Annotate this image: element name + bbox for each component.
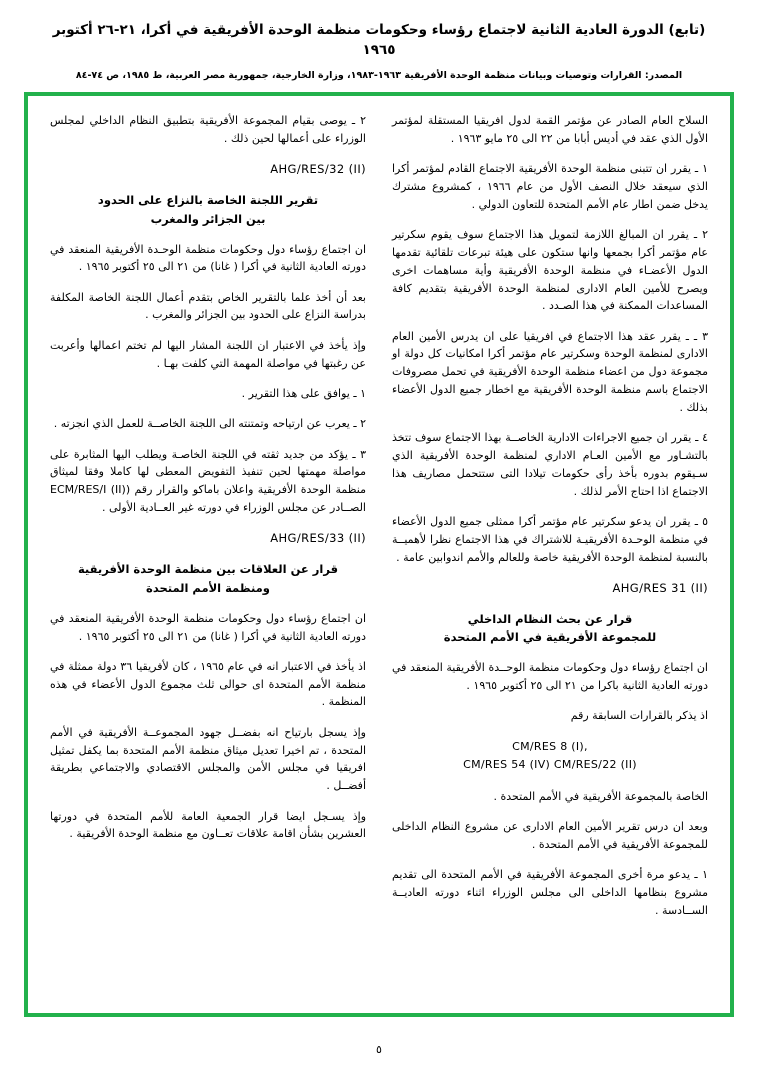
resolution-title-text (392, 610, 708, 647)
paragraph (392, 429, 708, 500)
paragraph-text: ٣ ـ يؤكد من جديد ثقته في اللجنة الخاصـة ويطلب اليها المثابرة على مواصلة مهمتها لحين تنفيذ التفويض المعطى لها كاملا وفقا لميثاق منظمة الوحدة الأفريقية واعلان باماكو والقرار رقم (ECM/RES/I (II) الصــادر عن مجلس الوزراء في دورته غير العــادية الأولى . (50, 447, 366, 514)
paragraph (50, 415, 366, 433)
paragraph (50, 289, 366, 325)
page-header (0, 0, 758, 81)
content-frame (24, 92, 734, 1017)
reference-codes (392, 738, 708, 775)
resolution-title (50, 560, 366, 597)
source-line: المصدر: القرارات وتوصيات وبيانات منظمة الوحدة الأفريقية ١٩٦٣-١٩٨٣، وزارة الخارجية، جمهورية مصر العربية، ط ١٩٨٥، ص ٧٤-٨٤ (75, 69, 683, 81)
paragraph-text: ان اجتماع رؤساء دول وحكومات منظمة الوحــدة الأفريقية المنعقد في دورته العادية الثانية باكرا من ٢١ الى ٢٥ أكتوبر ١٩٦٥ . (392, 661, 708, 693)
reference-code-line: CM/RES 8 (I), (512, 739, 588, 753)
paragraph-text: بعد أن أخذ علما بالتقرير الخاص بتقدم أعمال اللجنة الخاصة المكلفة بدراسة النزاع على الحدود بين الجزائر والمغرب . (50, 290, 366, 322)
paragraph (50, 112, 366, 148)
paragraph-text: وبعد ان درس تقرير الأمين العام الادارى عن مشروع النظام الداخلى للمجموعة الأفريقية في الأمم المتحدة . (392, 819, 708, 851)
reference-codes-text (392, 738, 708, 775)
resolution-title-text (50, 560, 366, 597)
paragraph-text: ٣ ـ ـ يقرر عقد هذا الاجتماع في افريقيا على ان يدرس الأمين العام الادارى لمنظمة الوحدة وسكرتير عام مؤتمر أكرا امكانيات كل دولة او مجموعة دول من اعضاء منظمة الوحدة الأفريقية في تحمل مصروفات الاجتماع باسم منظمة الوحدة الأفريقية مع اخطار جميع الدول الأعضاء بذلك . (392, 329, 708, 414)
paragraph-text: وإذ يأخذ في الاعتبار ان اللجنة المشار اليها لم تختم اعمالها وأعربت عن رغبتها في مواصلة المهمة التي كلفت بهـا . (50, 338, 366, 370)
paragraph (50, 337, 366, 373)
paragraph (392, 513, 708, 566)
resolution-title-line: ومنظمة الأمم المتحدة (146, 580, 270, 595)
resolution-title-line: قرار عن العلاقات بين منظمة الوحدة الأفريقية (77, 562, 339, 577)
paragraph-text: ٢ ـ يعرب عن ارتياحه وتمتنته الى اللجنة الخاصــة للعمل الذي انجزته . (53, 417, 366, 431)
resolution-code-text: AHG/RES 31 (II) (612, 580, 708, 595)
resolution-title-line: تقرير اللجنة الخاصة بالنزاع على الحدود (97, 193, 319, 208)
resolution-title-line: بين الجزائر والمغرب (150, 211, 266, 226)
paragraph (392, 866, 708, 919)
reference-code-line: CM/RES 54 (IV) CM/RES/22 (II) (463, 758, 637, 772)
paragraph-text: اذ يذكر بالقرارات السابقة رقم (570, 709, 708, 723)
paragraph (50, 385, 366, 403)
paragraph (50, 658, 366, 711)
paragraph-text: ان اجتماع رؤساء دول وحكومات منظمة الوحدة الأفريقية المنعقد في دورته العادية الثانية في أكرا ( غانا) من ٢١ الى ٢٥ أكتوبر ١٩٦٥ . (50, 611, 366, 643)
paragraph (392, 707, 708, 725)
paragraph-text: ٢ ـ يوصى بقيام المجموعة الأفريقية بتطبيق النظام الداخلي لمجلس الوزراء على أعمالها لحين ذلك . (50, 114, 366, 145)
resolution-title (50, 191, 366, 228)
paragraph (50, 808, 366, 844)
paragraph (392, 226, 708, 315)
paragraph-text: اذ يأخذ في الاعتبار انه في عام ١٩٦٥ ، كان لأفريقيا ٣٦ دولة ممثلة في منظمة الأمم المتحدة اى حوالى ثلث مجموع الدول الأعضاء في هذه المنظمة . (50, 659, 366, 709)
paragraph (392, 112, 708, 148)
paragraph-text: ١ ـ يدعو مرة أخرى المجموعة الأفريقية في الأمم المتحدة الى تقديم مشروع بنظامها الداخلى الى مجلس الوزراء اثناء دورته العاديــة الســادسة . (392, 868, 708, 917)
resolution-title-line: قرار عن بحث النظام الداخلي (467, 612, 633, 626)
resolution-title-line: للمجموعة الأفريقية في الأمم المتحدة (443, 630, 657, 645)
column-right (392, 112, 708, 999)
paragraph-text: ان اجتماع رؤساء دول وحكومات منظمة الوحـدة الأفريقية المنعقد في دورته العادية الثانية في أكرا ( غانا) من ٢١ الى ٢٥ أكتوبر ١٩٦٥ . (50, 242, 366, 274)
resolution-title (392, 610, 708, 647)
paragraph-text: وإذ يسـجل ايضا قرار الجمعية العامة للأمم المتحدة في دورتها العشرين بشأن اقامة علاقات تعــاون مع منظمة الوحدة الأفريقية . (50, 809, 366, 841)
paragraph-text: ٢ ـ يقرر ان المبالغ اللازمة لتمويل هذا الاجتماع سوف يقوم سكرتير عام مؤتمر أكرا بجمعها وانها ستكون على هيئة تبرعات تلقائية تقدمها الدول الأعضـاء في منظمة الوحدة الأفريقية وأية مساهمات اخرى ويصرح للأمين العام الادارى لمنظمة الوحدة الأفريقية بتقديم كافة المساعدات الممكنة في هذا الصـدد . (392, 228, 708, 313)
page-title: (تابع) الدورة العادية الثانية لاجتماع رؤساء وحكومات منظمة الوحدة الأفريقية في أكرا، ٢١-٢٦ أكتوبر ١٩٦٥ (52, 22, 706, 59)
resolution-code-text: AHG/RES/33 (II) (270, 531, 366, 546)
paragraph-text: وإذ يسجل بارتياح انه بفضــل جهود المجموعــة الأفريقية في الأمم المتحدة ، تم اخيرا تعديل ميثاق منظمة الأمم المتحدة بما يكفل تمثيل افريقيا في مجلس الأمن والمجلس الاقتصادي والاجتماعي بطريقة أفضــل . (50, 725, 366, 793)
resolution-code (392, 579, 708, 598)
resolution-title-text (50, 191, 366, 228)
paragraph-text: ١ ـ يوافق على هذا التقرير . (241, 386, 366, 400)
two-column-layout (28, 96, 730, 1013)
resolution-code-text: AHG/RES/32 (II) (270, 162, 366, 177)
paragraph (392, 160, 708, 213)
paragraph (392, 659, 708, 695)
paragraph (392, 818, 708, 854)
paragraph (392, 788, 708, 806)
column-left (50, 112, 366, 999)
resolution-code (50, 160, 366, 179)
paragraph (50, 610, 366, 646)
paragraph-text: الخاصة بالمجموعة الأفريقية في الأمم المتحدة . (493, 789, 708, 803)
paragraph-text: السلاح العام الصادر عن مؤتمر القمة لدول افريقيا المستقلة لمؤتمر الأول الذي عقد في أديس أبابا من ٢٢ الى ٢٥ مايو ١٩٦٣ . (392, 114, 708, 145)
paragraph (392, 328, 708, 417)
paragraph (50, 446, 366, 517)
page-number: ٥ (376, 1043, 382, 1056)
paragraph (50, 241, 366, 277)
paragraph-text: ٥ ـ يقرر ان يدعو سكرتير عام مؤتمر أكرا ممثلى جميع الدول الأعضاء في منظمة الوحـدة الأفريقيـة للاشتراك في هذا الاجتماع نظرا لأهميــة بالنسبة لمنظمة الوحدة الأفريقية خاصة وللعالم والأمم اندوابين عامة . (392, 514, 708, 564)
paragraph-text: ١ ـ يقرر ان تتبنى منظمة الوحدة الأفريقية الاجتماع القادم لمؤتمر أكرا الذي سيعقد خلال النصف الأول من عام ١٩٦٦ ، كمشروع مشترك يدخل ضمن اطار عام الأمم المتحدة للتعاون الدولي . (392, 162, 708, 211)
paragraph-text: ٤ ـ يقرر ان جميع الاجراءات الادارية الخاصــة بهذا الاجتماع سوف تتخذ بالتشـاور مع الأمين العـام الاداري لمنظمة الوحدة الأفريقية الذي سـيقوم بدوره بأخذ رأى حكومات تيلادا التى ستتحمل مصاريف هذا الاجتماع اذا احتاج الأمر لذلك . (392, 431, 708, 498)
resolution-code (50, 529, 366, 548)
paragraph (50, 724, 366, 795)
